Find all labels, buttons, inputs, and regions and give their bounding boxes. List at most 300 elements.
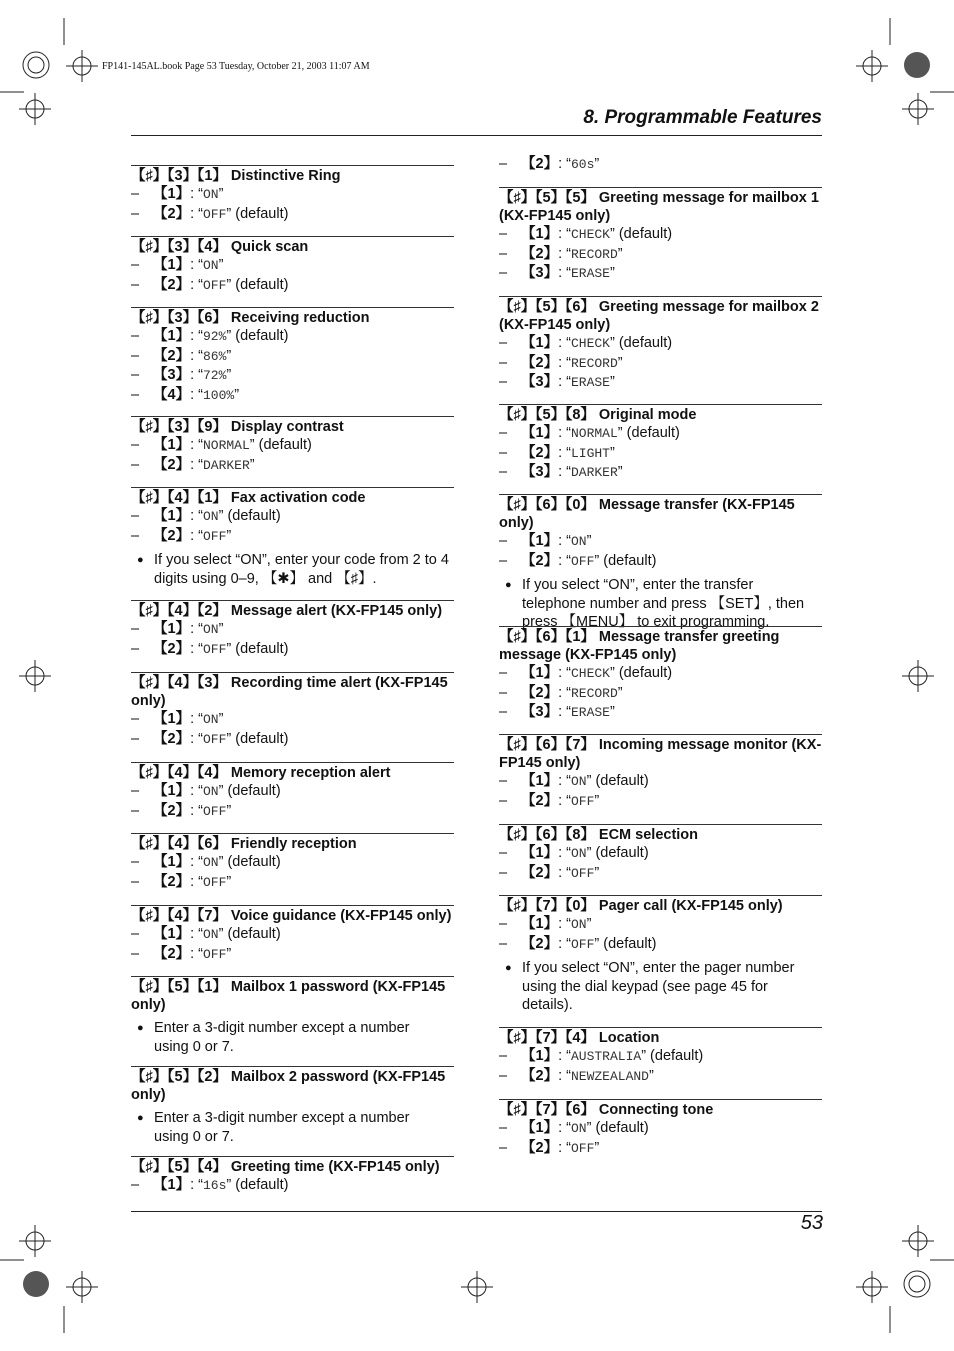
setting-title: 【♯】【3】【6】 Receiving reduction	[131, 310, 370, 326]
option-row	[499, 552, 822, 572]
option-key: 【2】	[153, 276, 191, 293]
colon: : “	[558, 464, 571, 480]
bullet-icon: ●	[137, 1022, 144, 1034]
bullet-icon: ●	[137, 1112, 144, 1124]
close-quote: ”	[586, 773, 592, 789]
option-key: 【1】	[153, 711, 191, 727]
colon: : “	[190, 437, 203, 453]
dash: –	[499, 533, 508, 549]
option-suffix: (default)	[223, 854, 281, 870]
close-quote: ”	[586, 845, 592, 861]
note	[499, 959, 822, 1015]
option-row	[499, 155, 822, 175]
setting-section	[131, 165, 454, 224]
option-suffix: (default)	[591, 773, 649, 789]
option-row	[131, 925, 454, 945]
dash: –	[499, 916, 508, 932]
setting-title: 【♯】【6】【1】 Message transfer greeting message (KX-FP145 only)	[499, 629, 780, 663]
setting-section	[131, 236, 454, 295]
option-key: 【1】	[521, 335, 559, 351]
option-value: 60s	[570, 157, 595, 172]
colon: : “	[190, 1177, 203, 1193]
dash: –	[499, 1048, 508, 1064]
setting-title: 【♯】【3】【9】 Display contrast	[131, 419, 344, 435]
dash: –	[131, 276, 140, 293]
option-value: OFF	[202, 641, 227, 657]
close-quote: ”	[617, 245, 623, 262]
close-quote: ”	[226, 205, 232, 222]
dash: –	[499, 265, 508, 281]
footer-rule	[131, 1211, 822, 1212]
note	[131, 1109, 454, 1146]
option-key: 【2】	[521, 935, 559, 952]
dash: –	[131, 640, 140, 657]
close-quote: ”	[594, 935, 600, 952]
colon: : “	[190, 257, 203, 273]
dash: –	[499, 684, 508, 701]
option-key: 【2】	[521, 864, 559, 881]
option-row	[499, 864, 822, 884]
setting-title: 【♯】【4】【3】 Recording time alert (KX-FP145 only)	[131, 675, 448, 709]
colon: : “	[190, 945, 203, 962]
option-key: 【1】	[521, 226, 559, 242]
option-value: ERASE	[570, 705, 610, 720]
dash: –	[499, 425, 508, 441]
dash: –	[131, 347, 140, 364]
option-value: LIGHT	[570, 445, 610, 461]
option-key: 【2】	[153, 873, 191, 890]
close-quote: ”	[648, 1067, 654, 1084]
setting-title: 【♯】【7】【4】 Location	[499, 1030, 660, 1046]
setting-section	[499, 734, 822, 811]
option-key: 【1】	[153, 186, 191, 202]
close-quote: ”	[218, 508, 224, 524]
option-row	[131, 710, 454, 730]
setting-title: 【♯】【7】【0】 Pager call (KX-FP145 only)	[499, 898, 783, 914]
close-quote: ”	[617, 684, 623, 701]
option-key: 【2】	[153, 347, 191, 364]
option-suffix: (default)	[231, 328, 289, 344]
colon: : “	[190, 347, 203, 364]
dash: –	[499, 156, 508, 172]
option-suffix: (default)	[591, 1120, 649, 1136]
option-value: CHECK	[570, 666, 610, 681]
option-key: 【2】	[153, 730, 191, 747]
colon: : “	[558, 665, 571, 681]
page-header-title: 8. Programmable Features	[131, 107, 822, 136]
option-key: 【1】	[521, 425, 559, 441]
option-row	[499, 1047, 822, 1067]
close-quote: ”	[609, 444, 615, 461]
option-value: NORMAL	[202, 438, 250, 453]
option-value: 72%	[202, 368, 227, 383]
close-quote: ”	[586, 533, 592, 549]
close-quote: ”	[226, 367, 232, 383]
colon: : “	[558, 374, 571, 390]
option-row	[499, 225, 822, 245]
option-value: ON	[570, 534, 587, 549]
setting-title: 【♯】【4】【6】 Friendly reception	[131, 836, 357, 852]
bullet-icon: ●	[505, 962, 512, 974]
option-key: 【1】	[153, 508, 191, 524]
close-quote: ”	[218, 186, 224, 202]
setting-section	[499, 895, 822, 1015]
option-value: OFF	[202, 528, 227, 544]
close-quote: ”	[617, 425, 623, 441]
colon: : “	[558, 792, 571, 809]
option-row	[499, 1067, 822, 1087]
option-value: OFF	[202, 803, 227, 819]
dash: –	[499, 464, 508, 480]
option-row	[131, 527, 454, 547]
option-row	[131, 730, 454, 750]
colon: : “	[558, 552, 571, 569]
option-row	[131, 185, 454, 205]
close-quote: ”	[594, 552, 600, 569]
note	[499, 576, 822, 632]
colon: : “	[190, 186, 203, 202]
option-key: 【2】	[521, 552, 559, 569]
setting-section	[131, 905, 454, 964]
dash: –	[131, 621, 140, 637]
colon: : “	[558, 335, 571, 351]
option-suffix: (default)	[231, 1177, 289, 1193]
colon: : “	[190, 783, 203, 799]
option-row	[131, 436, 454, 456]
option-row	[131, 945, 454, 965]
note-line: using 0 or 7.	[154, 1038, 234, 1055]
colon: : “	[558, 533, 571, 549]
option-key: 【1】	[153, 257, 191, 273]
close-quote: ”	[641, 1048, 647, 1064]
option-value: OFF	[202, 206, 227, 222]
option-key: 【1】	[521, 916, 559, 932]
close-quote: ”	[226, 347, 232, 364]
option-value: 86%	[202, 348, 227, 364]
setting-section	[499, 296, 822, 393]
colon: : “	[558, 444, 571, 461]
option-row	[499, 424, 822, 444]
dash: –	[499, 792, 508, 809]
close-quote: ”	[594, 864, 600, 881]
note-line: Enter a 3-digit number except a number	[154, 1020, 410, 1036]
dash: –	[131, 1177, 140, 1193]
option-row	[499, 844, 822, 864]
dash: –	[131, 328, 140, 344]
setting-title: 【♯】【3】【1】 Distinctive Ring	[131, 168, 341, 184]
close-quote: ”	[594, 1139, 600, 1156]
close-quote: ”	[586, 1120, 592, 1136]
setting-section	[499, 404, 822, 483]
dash: –	[499, 245, 508, 262]
option-suffix: (default)	[231, 276, 289, 293]
option-value: RECORD	[570, 246, 618, 262]
note-line: If you select “ON”, enter the pager number	[522, 960, 795, 976]
colon: : “	[558, 265, 571, 281]
option-key: 【3】	[521, 704, 559, 720]
option-value: OFF	[570, 793, 595, 809]
colon: : “	[190, 873, 203, 890]
option-row	[499, 373, 822, 393]
option-row	[499, 915, 822, 935]
option-key: 【3】	[521, 374, 559, 390]
option-suffix: (default)	[231, 205, 289, 222]
colon: : “	[190, 386, 203, 403]
option-value: RECORD	[570, 355, 618, 371]
option-row	[131, 386, 454, 406]
option-row	[499, 532, 822, 552]
note-line: Enter a 3-digit number except a number	[154, 1110, 410, 1126]
colon: : “	[558, 425, 571, 441]
close-quote: ”	[609, 226, 615, 242]
setting-title: 【♯】【4】【2】 Message alert (KX-FP145 only)	[131, 603, 443, 619]
setting-section	[499, 626, 822, 723]
setting-title: 【♯】【5】【1】 Mailbox 1 password (KX-FP145 only)	[131, 979, 446, 1013]
print-info-line: FP141-145AL.book Page 53 Tuesday, October 21, 2003 11:07 AM	[102, 61, 370, 72]
setting-title: 【♯】【7】【6】 Connecting tone	[499, 1102, 714, 1118]
setting-title: 【♯】【5】【5】 Greeting message for mailbox 1 (KX-FP145 only)	[499, 190, 819, 224]
close-quote: ”	[609, 704, 615, 720]
colon: : “	[190, 276, 203, 293]
option-key: 【2】	[153, 640, 191, 657]
dash: –	[131, 456, 140, 473]
option-key: 【2】	[521, 354, 559, 371]
option-row	[131, 873, 454, 893]
close-quote: ”	[609, 265, 615, 281]
setting-section	[131, 416, 454, 475]
option-value: OFF	[570, 936, 595, 952]
dash: –	[131, 437, 140, 453]
option-value: ON	[570, 774, 587, 789]
option-row	[499, 264, 822, 284]
close-quote: ”	[218, 854, 224, 870]
option-row	[131, 205, 454, 225]
colon: : “	[558, 704, 571, 720]
dash: –	[499, 1067, 508, 1084]
close-quote: ”	[218, 711, 224, 727]
option-value: ON	[202, 187, 219, 202]
close-quote: ”	[226, 730, 232, 747]
option-value: ON	[202, 784, 219, 799]
option-row	[499, 772, 822, 792]
dash: –	[131, 802, 140, 819]
option-key: 【1】	[521, 665, 559, 681]
option-row	[131, 782, 454, 802]
bullet-icon: ●	[137, 554, 144, 566]
option-row	[499, 1139, 822, 1159]
dash: –	[131, 205, 140, 222]
option-row	[131, 640, 454, 660]
option-row	[499, 444, 822, 464]
option-key: 【2】	[521, 1067, 559, 1084]
option-value: ERASE	[570, 375, 610, 390]
option-value: ON	[570, 917, 587, 932]
colon: : “	[558, 864, 571, 881]
option-key: 【2】	[153, 802, 191, 819]
option-suffix: (default)	[646, 1048, 704, 1064]
option-value: OFF	[202, 731, 227, 747]
option-value: 16s	[202, 1178, 227, 1193]
colon: : “	[558, 156, 571, 172]
option-value: DARKER	[570, 465, 618, 480]
option-row	[499, 334, 822, 354]
option-key: 【1】	[521, 533, 559, 549]
option-key: 【1】	[153, 437, 191, 453]
option-value: 100%	[202, 387, 235, 403]
option-key: 【3】	[521, 265, 559, 281]
option-value: OFF	[202, 946, 227, 962]
dash: –	[131, 873, 140, 890]
close-quote: ”	[218, 621, 224, 637]
colon: : “	[558, 1139, 571, 1156]
note-line: using 0 or 7.	[154, 1128, 234, 1145]
dash: –	[131, 527, 140, 544]
note	[131, 1019, 454, 1056]
close-quote: ”	[226, 640, 232, 657]
option-value: 92%	[202, 329, 227, 344]
close-quote: ”	[249, 456, 255, 473]
setting-title: 【♯】【5】【4】 Greeting time (KX-FP145 only)	[131, 1159, 440, 1175]
option-value: OFF	[570, 865, 595, 881]
option-value: ON	[570, 1121, 587, 1136]
option-value: AUSTRALIA	[570, 1049, 642, 1064]
dash: –	[131, 945, 140, 962]
dash: –	[131, 186, 140, 202]
colon: : “	[190, 328, 203, 344]
close-quote: ”	[226, 527, 232, 544]
option-row	[131, 1176, 454, 1196]
option-key: 【2】	[153, 205, 191, 222]
colon: : “	[190, 730, 203, 747]
setting-title: 【♯】【5】【8】 Original mode	[499, 407, 697, 423]
close-quote: ”	[594, 156, 600, 172]
setting-title: 【♯】【5】【2】 Mailbox 2 password (KX-FP145 only)	[131, 1069, 446, 1103]
option-key: 【2】	[521, 1139, 559, 1156]
option-row	[499, 792, 822, 812]
colon: : “	[190, 640, 203, 657]
dash: –	[131, 257, 140, 273]
colon: : “	[558, 245, 571, 262]
colon: : “	[190, 621, 203, 637]
dash: –	[499, 935, 508, 952]
option-key: 【2】	[153, 456, 191, 473]
close-quote: ”	[218, 783, 224, 799]
dash: –	[499, 864, 508, 881]
setting-title: 【♯】【6】【7】 Incoming message monitor (KX-FP145 only)	[499, 737, 822, 771]
option-key: 【1】	[153, 854, 191, 870]
colon: : “	[190, 527, 203, 544]
option-suffix: (default)	[622, 425, 680, 441]
close-quote: ”	[234, 386, 240, 403]
option-value: ON	[202, 622, 219, 637]
option-row	[499, 935, 822, 955]
dash: –	[499, 704, 508, 720]
close-quote: ”	[249, 437, 255, 453]
close-quote: ”	[617, 464, 623, 480]
option-value: OFF	[202, 277, 227, 293]
note-line: using the dial keypad (see page 45 for	[522, 978, 768, 995]
close-quote: ”	[609, 335, 615, 351]
option-suffix: (default)	[614, 335, 673, 351]
colon: : “	[190, 456, 203, 473]
option-suffix: (default)	[614, 665, 673, 681]
colon: : “	[558, 1120, 571, 1136]
setting-section	[131, 1066, 454, 1146]
colon: : “	[558, 1067, 571, 1084]
colon: : “	[558, 1048, 571, 1064]
option-key: 【1】	[521, 1120, 559, 1136]
option-key: 【1】	[153, 926, 191, 942]
option-value: CHECK	[570, 227, 610, 242]
setting-title: 【♯】【3】【4】 Quick scan	[131, 239, 309, 255]
setting-title: 【♯】【4】【4】 Memory reception alert	[131, 765, 391, 781]
setting-section	[499, 824, 822, 883]
option-key: 【4】	[153, 386, 191, 403]
option-suffix: (default)	[599, 552, 657, 569]
close-quote: ”	[226, 328, 232, 344]
colon: : “	[558, 845, 571, 861]
setting-section	[131, 976, 454, 1056]
dash: –	[499, 773, 508, 789]
option-suffix: (default)	[599, 935, 657, 952]
setting-title: 【♯】【6】【8】 ECM selection	[499, 827, 699, 843]
option-row	[131, 327, 454, 347]
close-quote: ”	[609, 665, 615, 681]
option-value: ON	[202, 258, 219, 273]
option-key: 【2】	[521, 156, 559, 172]
dash: –	[499, 552, 508, 569]
option-key: 【3】	[153, 367, 191, 383]
dash: –	[131, 783, 140, 799]
option-key: 【2】	[521, 444, 559, 461]
dash: –	[131, 926, 140, 942]
option-row	[131, 256, 454, 276]
close-quote: ”	[226, 945, 232, 962]
option-row	[499, 354, 822, 374]
option-row	[131, 853, 454, 873]
colon: : “	[190, 854, 203, 870]
dash: –	[499, 845, 508, 861]
setting-title: 【♯】【4】【1】 Fax activation code	[131, 490, 366, 506]
setting-section	[499, 155, 822, 175]
option-value: ERASE	[570, 266, 610, 281]
option-value: NEWZEALAND	[570, 1068, 649, 1084]
option-key: 【1】	[153, 328, 191, 344]
close-quote: ”	[226, 873, 232, 890]
option-key: 【2】	[521, 245, 559, 262]
option-key: 【1】	[521, 845, 559, 861]
option-key: 【2】	[153, 527, 191, 544]
dash: –	[131, 730, 140, 747]
dash: –	[499, 444, 508, 461]
option-value: DARKER	[202, 457, 250, 473]
option-value: OFF	[570, 553, 595, 569]
setting-title: 【♯】【5】【6】 Greeting message for mailbox 2 (KX-FP145 only)	[499, 299, 819, 333]
note	[131, 551, 454, 588]
option-key: 【1】	[521, 773, 559, 789]
option-row	[131, 507, 454, 527]
option-value: OFF	[202, 874, 227, 890]
colon: : “	[558, 684, 571, 701]
option-value: ON	[202, 855, 219, 870]
dash: –	[131, 508, 140, 524]
colon: : “	[558, 354, 571, 371]
note-line: details).	[522, 997, 573, 1013]
dash: –	[499, 1120, 508, 1136]
option-key: 【2】	[153, 945, 191, 962]
colon: : “	[558, 226, 571, 242]
setting-section	[131, 487, 454, 588]
